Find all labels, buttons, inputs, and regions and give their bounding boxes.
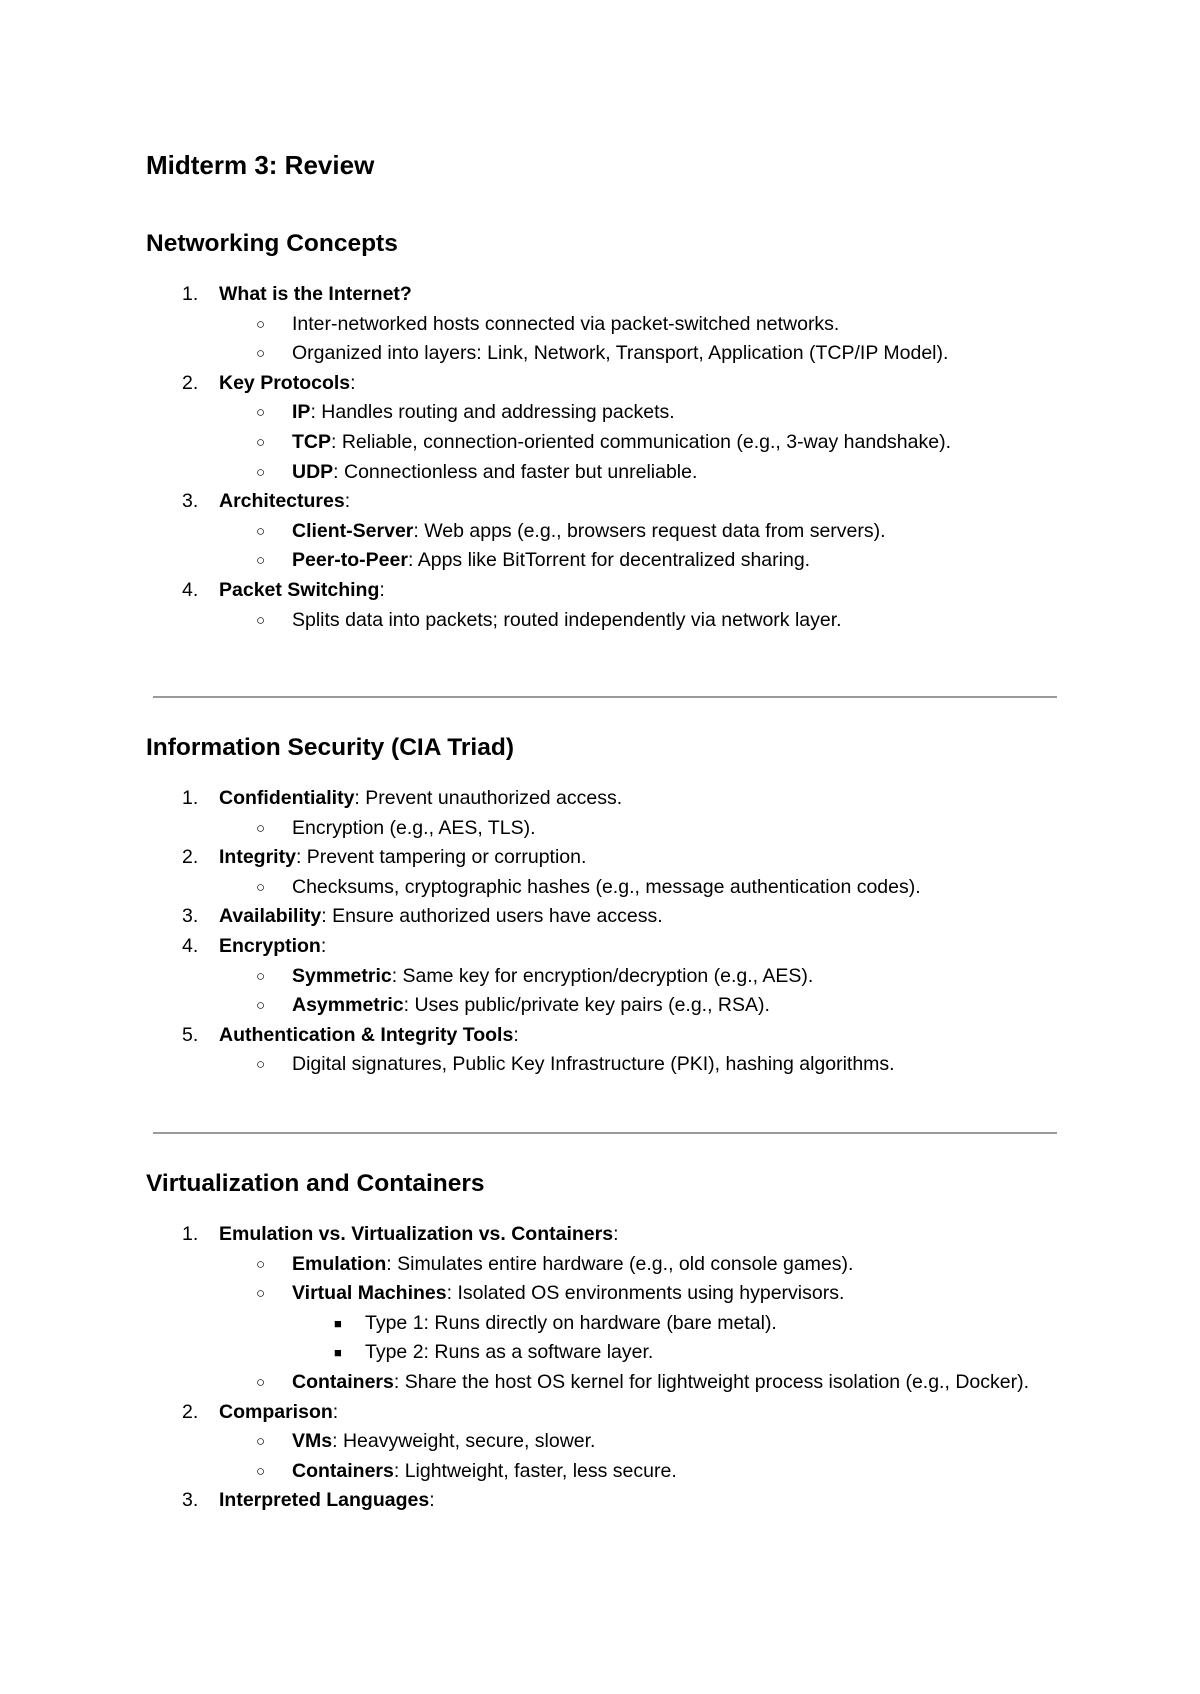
hollow-bullet-icon: ○ xyxy=(256,1056,266,1074)
sub-list-item: ○ UDP: Connectionless and faster but unreliable. xyxy=(146,458,1066,488)
list-item: 3. Availability: Ensure authorized users have access. xyxy=(182,905,663,928)
section-virtualization xyxy=(146,1166,1066,1516)
sub-list-item: ○ Emulation: Simulates entire hardware (e.g., old console games). xyxy=(146,1250,1066,1280)
section-list xyxy=(146,1220,1066,1516)
sub-list-item: ○ Symmetric: Same key for encryption/decryption (e.g., AES). xyxy=(146,962,1066,992)
sub-list-item: ○ Organized into layers: Link, Network, Transport, Application (TCP/IP Model). xyxy=(146,339,1066,369)
sub-list-item: ○ Checksums, cryptographic hashes (e.g., message authentication codes). xyxy=(146,873,1066,903)
document-page xyxy=(146,130,1066,1512)
hollow-bullet-icon: ○ xyxy=(256,967,266,985)
hollow-bullet-icon: ○ xyxy=(256,433,266,451)
list-item: 4. Encryption: ○ Symmetric: Same key for encryption/decryption (e.g., AES). ○ Asymmetric: Uses public/private key pairs (e.g., RSA). xyxy=(146,932,1066,1021)
horizontal-divider xyxy=(153,1132,1057,1134)
list-item: 2. Integrity: Prevent tampering or corruption. ○ Checksums, cryptographic hashes (e.g., message authentication codes). xyxy=(146,843,1066,902)
sub-list-item: ○ Client-Server: Web apps (e.g., browsers request data from servers). xyxy=(146,517,1066,547)
sub-list-item: ○ Asymmetric: Uses public/private key pairs (e.g., RSA). xyxy=(146,991,1066,1021)
hollow-bullet-icon: ○ xyxy=(256,611,266,629)
section-heading: Information Security (CIA Triad) xyxy=(146,734,514,761)
section-networking xyxy=(146,226,1066,635)
section-list xyxy=(146,784,1066,1080)
list-item: 2. Key Protocols: ○ IP: Handles routing and addressing packets. ○ TCP: Reliable, connection-oriented communication (e.g., 3-way handshake). ○ UDP: Connectionless and faster but unreliable. xyxy=(146,369,1066,487)
hollow-bullet-icon: ○ xyxy=(256,1285,266,1303)
sub-list-item: ○ Splits data into packets; routed independently via network layer. xyxy=(146,606,1066,636)
document-title: Midterm 3: Review xyxy=(146,150,375,180)
list-item: 3. Architectures: ○ Client-Server: Web apps (e.g., browsers request data from servers). ○ Peer-to-Peer: Apps like BitTorrent for decentralized sharing. xyxy=(146,487,1066,576)
list-item: 1. What is the Internet? ○ Inter-networked hosts connected via packet-switched networks. ○ Organized into layers: Link, Network, Transport, Application (TCP/IP Model). xyxy=(146,280,1066,369)
horizontal-divider xyxy=(153,696,1057,698)
hollow-bullet-icon: ○ xyxy=(256,345,266,363)
list-item: 1. Emulation vs. Virtualization vs. Containers: ○ Emulation: Simulates entire hardware (e.g., old console games). ○ Virtual Machines: Isolated OS environments using hypervisors. ■ Type 1: Runs directly on hardware (bare metal). ■ Type 2: Runs as a software layer. ○ Containers: Share the host OS kernel for lightweight process isolation (e.g., Docker). xyxy=(146,1220,1066,1398)
hollow-bullet-icon: ○ xyxy=(256,997,266,1015)
sub-list-item: ○ TCP: Reliable, connection-oriented communication (e.g., 3-way handshake). xyxy=(146,428,1066,458)
square-bullet-icon: ■ xyxy=(334,1315,342,1331)
list-item: 5. Authentication & Integrity Tools: ○ Digital signatures, Public Key Infrastructure (PKI), hashing algorithms. xyxy=(146,1021,1066,1080)
hollow-bullet-icon: ○ xyxy=(256,1433,266,1451)
sub-list-item: ○ Peer-to-Peer: Apps like BitTorrent for decentralized sharing. xyxy=(146,546,1066,576)
list-item: 4. Packet Switching: ○ Splits data into packets; routed independently via network layer. xyxy=(146,576,1066,635)
section-heading: Networking Concepts xyxy=(146,230,398,257)
hollow-bullet-icon: ○ xyxy=(256,1255,266,1273)
sub-sub-list-item: ■ Type 1: Runs directly on hardware (bare metal). xyxy=(146,1309,1066,1339)
list-item: 3. Interpreted Languages: xyxy=(182,1489,435,1512)
sub-list-item: ○ IP: Handles routing and addressing packets. xyxy=(146,398,1066,428)
hollow-bullet-icon: ○ xyxy=(256,1373,266,1391)
hollow-bullet-icon: ○ xyxy=(256,463,266,481)
hollow-bullet-icon: ○ xyxy=(256,819,266,837)
section-list xyxy=(146,280,1066,635)
sub-list-item: ○ Virtual Machines: Isolated OS environments using hypervisors. ■ Type 1: Runs directly on hardware (bare metal). ■ Type 2: Runs as a software layer. xyxy=(146,1279,1066,1368)
square-bullet-icon: ■ xyxy=(334,1345,342,1361)
list-item: 2. Comparison: ○ VMs: Heavyweight, secure, slower. ○ Containers: Lightweight, faster, less secure. xyxy=(146,1398,1066,1487)
sub-list-item: ○ Containers: Share the host OS kernel for lightweight process isolation (e.g., Docker). xyxy=(146,1368,1066,1398)
hollow-bullet-icon: ○ xyxy=(256,522,266,540)
sub-sub-list-item: ■ Type 2: Runs as a software layer. xyxy=(146,1338,1066,1368)
sub-list-item: ○ Inter-networked hosts connected via packet-switched networks. xyxy=(146,310,1066,340)
sub-list-item: ○ Encryption (e.g., AES, TLS). xyxy=(146,814,1066,844)
section-heading: Virtualization and Containers xyxy=(146,1170,485,1197)
section-information-security xyxy=(146,730,1066,1080)
hollow-bullet-icon: ○ xyxy=(256,315,266,333)
hollow-bullet-icon: ○ xyxy=(256,878,266,896)
hollow-bullet-icon: ○ xyxy=(256,1462,266,1480)
sub-list-item: ○ Containers: Lightweight, faster, less secure. xyxy=(146,1457,1066,1487)
list-item: 1. Confidentiality: Prevent unauthorized access. ○ Encryption (e.g., AES, TLS). xyxy=(146,784,1066,843)
hollow-bullet-icon: ○ xyxy=(256,552,266,570)
sub-list-item: ○ VMs: Heavyweight, secure, slower. xyxy=(146,1427,1066,1457)
hollow-bullet-icon: ○ xyxy=(256,404,266,422)
sub-list-item: ○ Digital signatures, Public Key Infrastructure (PKI), hashing algorithms. xyxy=(146,1050,1066,1080)
